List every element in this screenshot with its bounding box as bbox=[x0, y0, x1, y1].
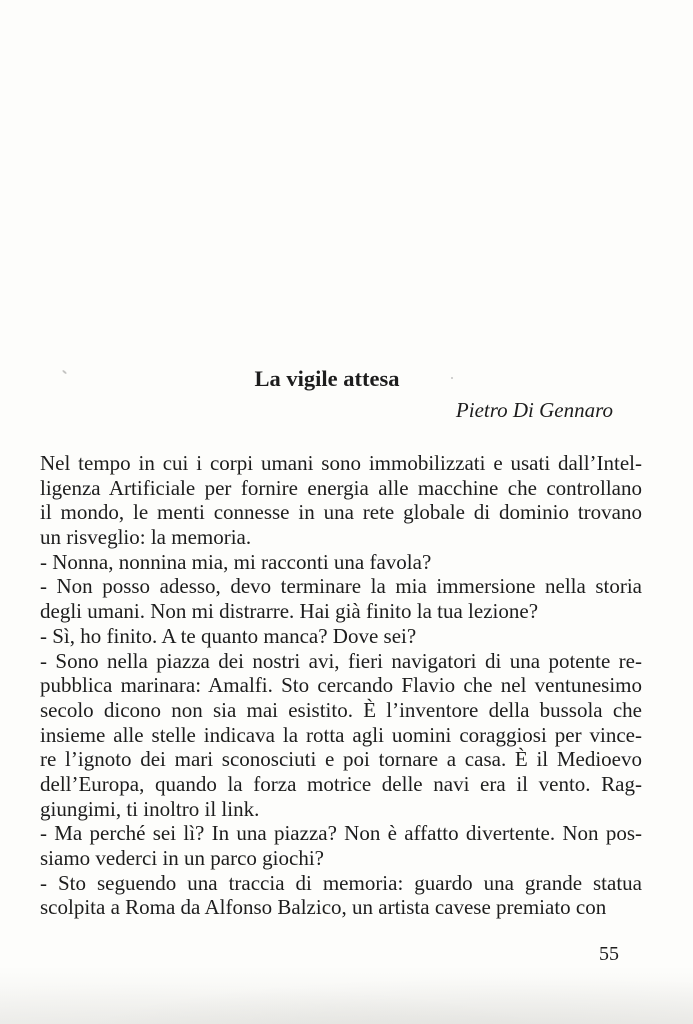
text-line: giungimi, ti inoltro il link. bbox=[40, 796, 260, 821]
text-line: il mondo, le menti connesse in una rete globale di dominio trovano bbox=[40, 500, 642, 525]
text-line: secolo dicono non sia mai esistito. È l’inventore della bussola che bbox=[40, 697, 642, 722]
text-line: scolpita a Roma da Alfonso Balzico, un artista cavese premiato con bbox=[40, 895, 607, 920]
text-line: - Sono nella piazza dei nostri avi, fieri navigatori di una potente re- bbox=[40, 648, 642, 673]
text-line: pubblica marinara: Amalfi. Sto cercando Flavio che nel ventunesimo bbox=[40, 673, 642, 698]
body-text bbox=[40, 451, 642, 920]
page-title: La vigile attesa bbox=[254, 366, 400, 392]
text-line: un risveglio: la memoria. bbox=[40, 525, 252, 550]
text-line: insieme alle stelle indicava la rotta agli uomini coraggiosi per vince- bbox=[40, 722, 642, 747]
text-line: ligenza Artificiale per fornire energia alle macchine che controllano bbox=[40, 475, 642, 500]
text-line: dell’Europa, quando la forza motrice delle navi era il vento. Rag- bbox=[40, 771, 642, 796]
author-name: Pietro Di Gennaro bbox=[455, 398, 613, 422]
text-line: - Sì, ho finito. A te quanto manca? Dove sei? bbox=[40, 623, 417, 648]
text-line: degli umani. Non mi distrarre. Hai già finito la tua lezione? bbox=[40, 599, 539, 624]
page-number: 55 bbox=[599, 943, 619, 965]
text-line: - Ma perché sei lì? In una piazza? Non è affatto divertente. Non pos- bbox=[40, 821, 642, 846]
text-line: siamo vederci in un parco giochi? bbox=[40, 846, 324, 870]
text-line: Nel tempo in cui i corpi umani sono immobilizzati e usati dall’Intel- bbox=[40, 451, 642, 475]
text-line: re l’ignoto dei mari sconosciuti e poi tornare a casa. È il Medioevo bbox=[40, 747, 642, 772]
text-line: - Non posso adesso, devo terminare la mia immersione nella storia bbox=[40, 574, 642, 599]
text-line: - Sto seguendo una traccia di memoria: guardo una grande statua bbox=[40, 870, 642, 895]
text-line: - Nonna, nonnina mia, mi racconti una favola? bbox=[40, 549, 432, 574]
